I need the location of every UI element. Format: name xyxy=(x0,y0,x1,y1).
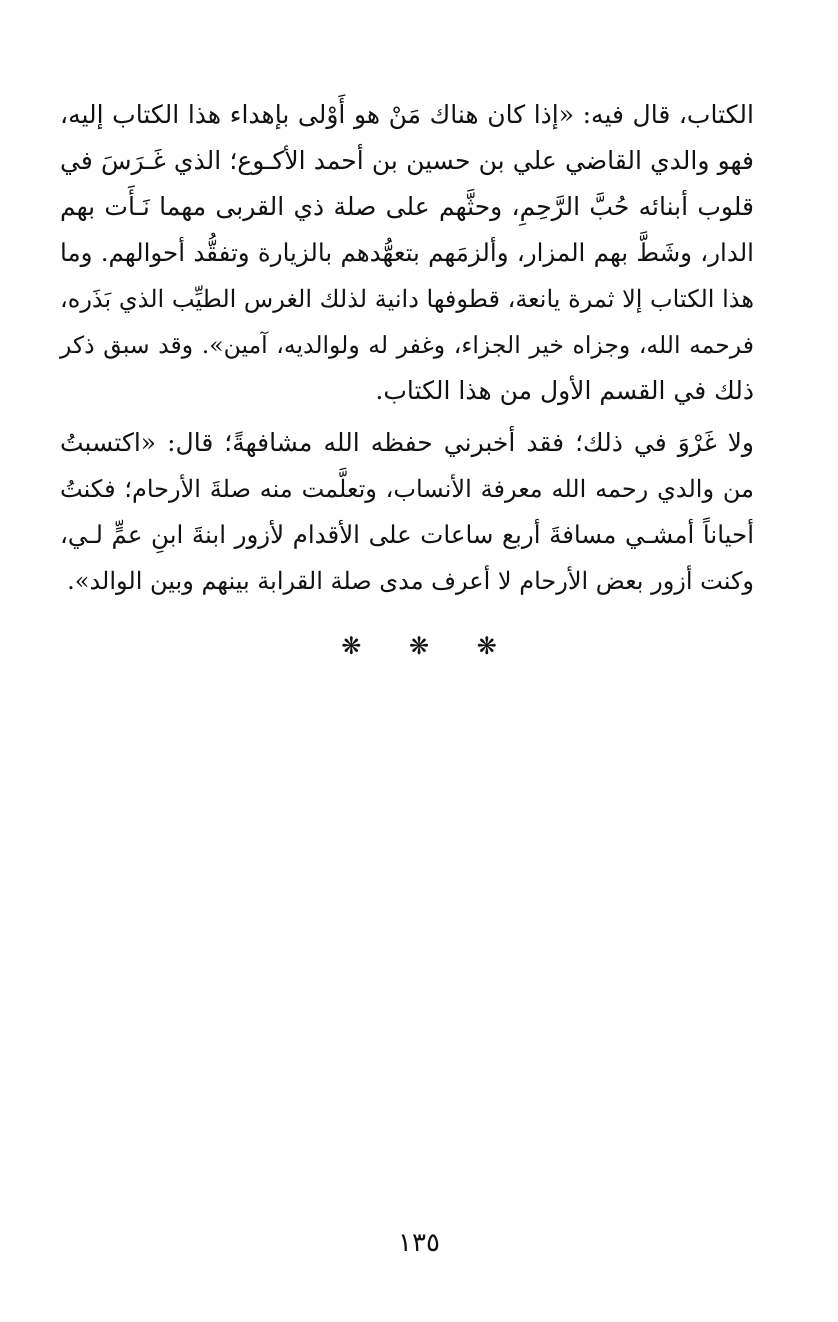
section-separator xyxy=(0,632,838,660)
text-line: ذلك في القسم الأول من هذا الكتاب. xyxy=(375,376,754,405)
text-line: الدار، وشَطَّ بهم المزار، وألزمَهم بتعهُّدهم بالزيارة وتفقُّد أحوالهم. وما xyxy=(60,238,754,267)
asterisk-ornament-icon: ❋ xyxy=(408,632,430,660)
text-line: قلوب أبنائه حُبَّ الرَّحِمِ، وحثَّهم على صلة ذي القربى مهما نَـأَت بهم xyxy=(60,192,754,221)
text-line: من والدي رحمه الله معرفة الأنساب، وتعلَّمت منه صلةَ الأرحام؛ فكنتُ xyxy=(60,475,754,503)
asterisk-ornament-icon: ❋ xyxy=(341,632,362,660)
paragraph-2 xyxy=(60,420,754,604)
page-number: ١٣٥ xyxy=(398,1228,440,1258)
text-line: ولا غَرْوَ في ذلك؛ فقد أخبرني حفظه الله مشافهةً؛ قال: «اكتسبتُ xyxy=(60,428,754,457)
paragraph-1 xyxy=(60,92,754,414)
text-line: هذا الكتاب إلا ثمرة يانعة، قطوفها دانية لذلك الغرس الطيِّب الذي بَذَره، xyxy=(60,285,754,313)
asterisk-ornament-icon: ❋ xyxy=(476,632,497,660)
text-line: فهو والدي القاضي علي بن حسين بن أحمد الأكـوع؛ الذي غَـرَسَ في xyxy=(60,146,754,175)
text-line: الكتاب، قال فيه: «إذا كان هناك مَنْ هو أَوْلى بإهداء هذا الكتاب إليه، xyxy=(60,100,754,129)
text-line: أحياناً أمشـي مسافةَ أربع ساعات على الأقدام لأزور ابنةَ ابنِ عمٍّ لـي، xyxy=(60,520,754,549)
text-line: فرحمه الله، وجزاه خير الجزاء، وغفر له ولوالديه، آمين». وقد سبق ذكر xyxy=(60,331,754,359)
text-line: وكنت أزور بعض الأرحام لا أعرف مدى صلة القرابة بينهم وبين الوالد». xyxy=(67,567,754,595)
